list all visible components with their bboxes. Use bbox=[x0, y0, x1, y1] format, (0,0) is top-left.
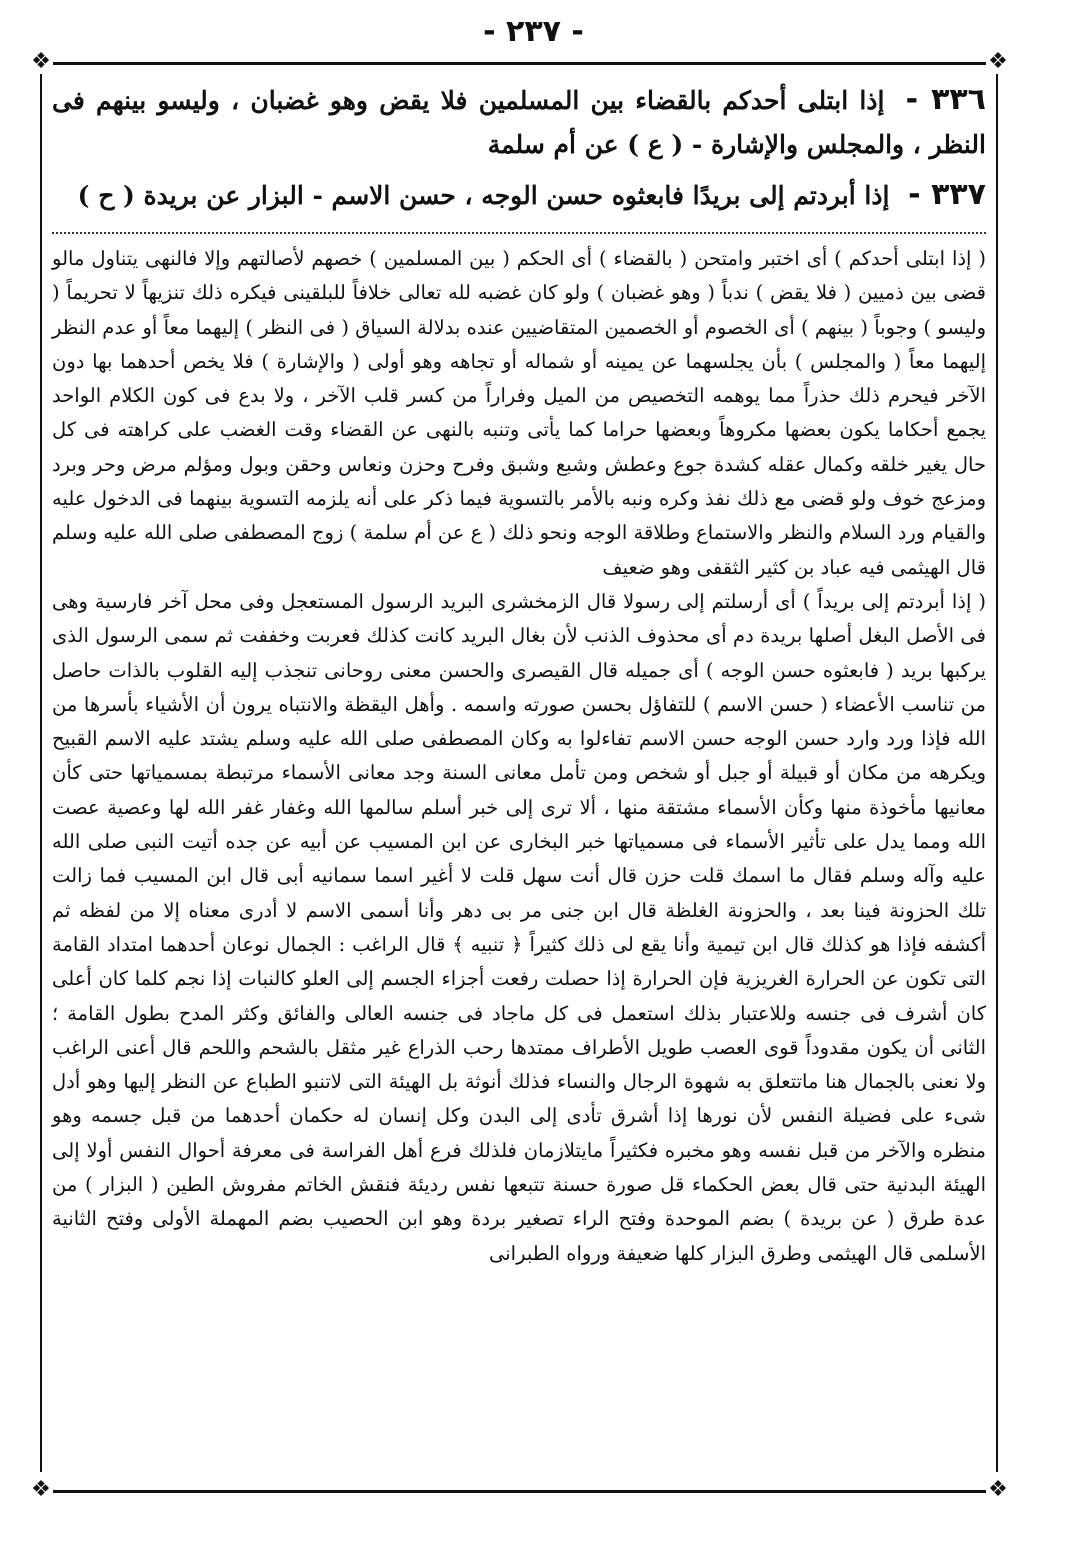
corner-ornament-icon: ❖ bbox=[986, 50, 1010, 74]
page-border-bottom bbox=[40, 1490, 998, 1493]
commentary-paragraph: ( إذا ابتلى أحدكم ) أى اختبر وامتحن ( بالقضاء ) أى الحكم ( بين المسلمين ) خصهم لأصالتهم وإلا فالنهى يتناول مالو قضى بين ذميين ( فلا يقض ) ندباً ( وهو غضبان ) ولو كان غضبه لله تعالى خلافاً للبلقينى فيكره ذلك تنزيهاً لا تحريماً ( وليسو ) وجوباً ( بينهم ) أى الخصوم أو الخصمين المتقاضيين عنده بدلالة السياق ( فى النظر ) إليهما معاً أو عدم النظر إليهما معاً ( والمجلس ) بأن يجلسهما عن يمينه أو شماله أو تجاهه وهو أولى ( والإشارة ) فلا يخص أحدهما بها دون الآخر فيحرم ذلك حذراً مما يوهمه التخصيص من الميل وفراراً من كسر قلب الآخر ، ولا بدع فى كون الكلام الواحد يجمع أحكاما يكون بعضها مكروهاً وبعضها حراما كما يأتى وتنبه بالنهى عن القضاء وقت الغضب على كراهته فى كل حال يغير خلقه وكمال عقله كشدة جوع وعطش وشبع وشبق وفرح وحزن ونعاس وحقن وبول ومؤلم مرض وحر وبرد ومزعج خوف ولو قضى مع ذلك نفذ وكره ونبه بالأمر بالتسوية فيما ذكر على أنه يلزمه التسوية بينهما فى الدخول عليه والقيام ورد السلام والنظر والاستماع وطلاقة الوجه ونحو ذلك ( ع عن أم سلمة ) زوج المصطفى صلى الله عليه وسلم قال الهيثمى فيه عباد بن كثير الثقفى وهو ضعيف bbox=[52, 247, 986, 579]
hadith-336 bbox=[52, 78, 986, 167]
hadith-text: إذا ابتلى أحدكم بالقضاء بين المسلمين فلا يقض وهو غضبان ، وليسو بينهم فى النظر ، والمجلس والإشارة - ( ع ) عن أم سلمة bbox=[52, 86, 986, 159]
corner-ornament-icon: ❖ bbox=[986, 1478, 1010, 1502]
hadith-337 bbox=[52, 173, 986, 218]
corner-ornament-icon: ❖ bbox=[29, 1478, 53, 1502]
hadith-text: إذا أبردتم إلى بريدًا فابعثوه حسن الوجه ، حسن الاسم - البزار عن بريدة ( ح ) bbox=[77, 181, 890, 210]
dotted-divider bbox=[52, 232, 986, 234]
hadith-number: ٣٣٦ - bbox=[905, 82, 986, 117]
page-content bbox=[52, 78, 986, 1271]
corner-ornament-icon: ❖ bbox=[29, 50, 53, 74]
page-number: - ٢٣٧ - bbox=[483, 14, 584, 49]
commentary-paragraph: ( إذا أبردتم إلى بريداً ) أى أرسلتم إلى رسولا قال الزمخشرى البريد الرسول المستعجل وفى محل آخر فارسية وهى فى الأصل البغل أصلها بريدة دم أى محذوف الذنب لأن بغال البريد كانت كذلك فعربت وخففت ثم سمى الرسول الذى يركبها بريد ( فابعثوه حسن الوجه ) أى جميله قال القيصرى والحسن معنى روحانى تنجذب إليه القلوب بالذات حاصل من تناسب الأعضاء ( حسن الاسم ) للتفاؤل بحسن صورته واسمه . وأهل اليقظة والانتباه يرون أن الأشياء بأسرها من الله فإذا ورد وارد حسن الوجه حسن الاسم تفاءلوا به وكان المصطفى صلى الله عليه وسلم يشتد عليه الاسم القبيح ويكرهه من مكان أو قبيلة أو جبل أو شخص ومن تأمل معانى السنة وجد معانى الأسماء مرتبطة بمسمياتها حتى كأن معانيها مأخوذة منها وكأن الأسماء مشتقة منها ، ألا ترى إلى خبر أسلم سالمها الله وغفار غفر الله لها وعصية عصت الله ومما يدل على تأثير الأسماء فى مسمياتها خبر البخارى عن ابن المسيب عن أبيه عن جده أتيت النبى صلى الله عليه وآله وسلم فقال ما اسمك قلت حزن قال أنت سهل قلت لا أغير اسما سمانيه أبى قال ابن المسيب فما زالت تلك الحزونة فينا بعد ، والحزونة الغلظة قال ابن جنى مر بى دهر وأنا أسمى الاسم لا أدرى معناه إلا من لفظه ثم أكشفه فإذا هو كذلك قال ابن تيمية وأنا يقع لى ذلك كثيراً ﴿ تنبيه ﴾ قال الراغب : الجمال نوعان أحدهما امتداد القامة التى تكون عن الحرارة الغريزية فإن الحرارة إذا حصلت رفعت أجزاء الجسم إلى العلو كالنبات إذا نجم كلما كان أعلى كان أشرف فى جنسه وللاعتبار بذلك استعمل فى كل ماجاد فى جنسه العالى والفائق وكثر المدح بطول القامة ؛ الثانى أن يكون مقدوداً قوى العصب طويل الأطراف ممتدها رحب الذراع غير مثقل بالشحم واللحم قال أعنى الراغب ولا نعنى بالجمال هنا ماتتعلق به شهوة الرجال والنساء فذلك أنوثة بل الهيئة التى لاتنبو الطباع عن النظر إليها وهو أدل شىء على فضيلة النفس لأن نورها إذا أشرق تأدى إلى البدن وكل إنسان له حكمان أحدهما من قبل جسمه وهو منظره والآخر من قبل نفسه وهو مخبره فكثيراً مايتلازمان فلذلك فرع أهل الفراسة فى معرفة أحوال النفس أولا إلى الهيئة البدنية حتى قال بعض الحكماء قل صورة حسنة تتبعها نفس رديئة فنقش الخاتم مفروش الطين ( البزار ) من عدة طرق ( عن بريدة ) بضم الموحدة وفتح الراء تصغير بردة وهو ابن الحصيب بضم المهملة الأولى وفتح الثانية الأسلمى قال الهيثمى وطرق البزار كلها ضعيفة ورواه الطبرانى bbox=[52, 589, 986, 1265]
hadith-number: ٣٣٧ - bbox=[908, 177, 986, 212]
